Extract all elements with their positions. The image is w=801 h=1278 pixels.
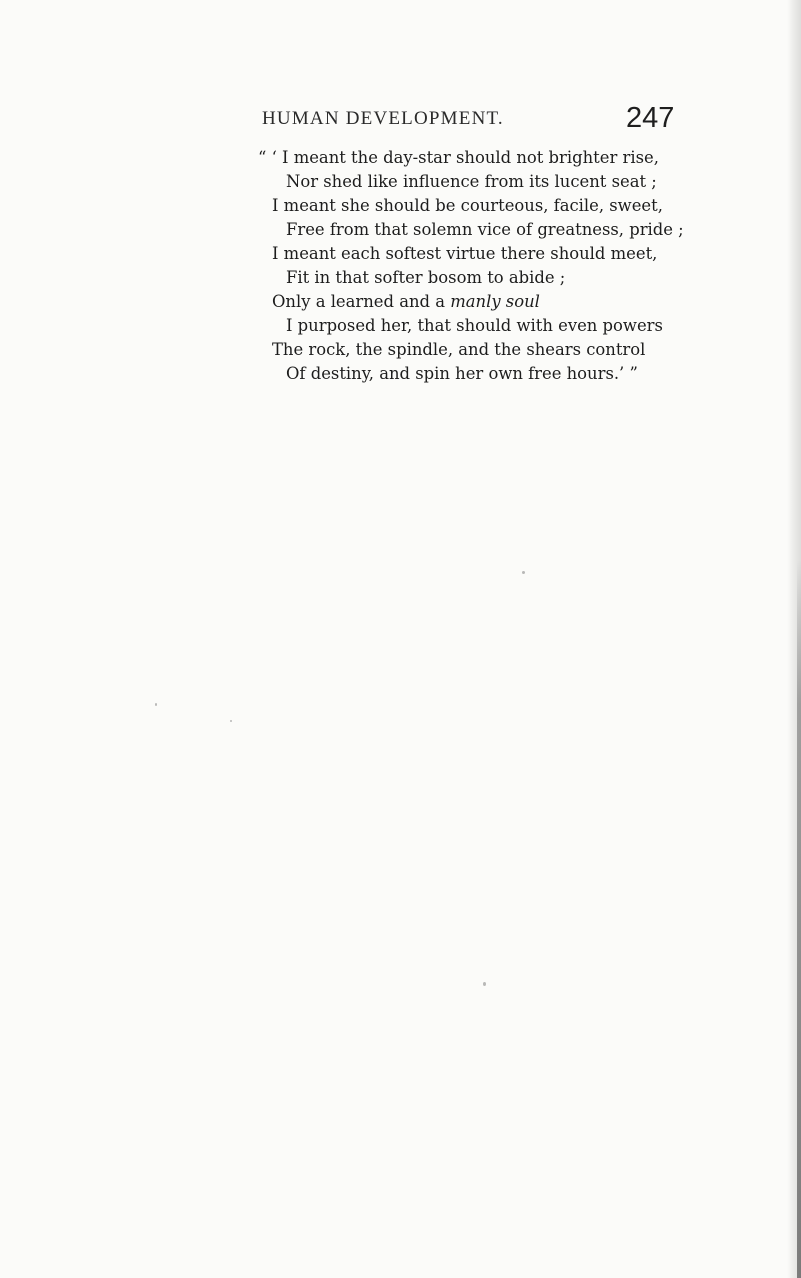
- paper-speck: [230, 720, 232, 722]
- poem-line: Of destiny, and spin her own free hours.’ ”: [286, 364, 638, 383]
- poem-line: “ ‘ I meant the day-star should not brighter rise,: [258, 148, 659, 167]
- paper-speck: [483, 982, 486, 986]
- poem-line: I meant each softest virtue there should meet,: [272, 244, 658, 263]
- paper-speck: [522, 571, 525, 574]
- running-head: HUMAN DEVELOPMENT.: [262, 108, 504, 129]
- poem-line: The rock, the spindle, and the shears control: [272, 340, 646, 359]
- poem-line: Free from that solemn vice of greatness, pride ;: [286, 220, 684, 239]
- poem-line: Fit in that softer bosom to abide ;: [286, 268, 566, 287]
- paper-speck: [155, 703, 157, 706]
- poem-line: I purposed her, that should with even powers: [286, 316, 663, 335]
- poem-line: I meant she should be courteous, facile, sweet,: [272, 196, 663, 215]
- poem-line-text: Only a learned and a: [272, 292, 445, 311]
- page-number: 247: [626, 102, 675, 134]
- poem-line: [272, 292, 540, 312]
- poem-line: Nor shed like influence from its lucent seat ;: [286, 172, 657, 191]
- poem-line-italic: manly soul: [450, 292, 540, 311]
- gutter-edge: [797, 560, 801, 1278]
